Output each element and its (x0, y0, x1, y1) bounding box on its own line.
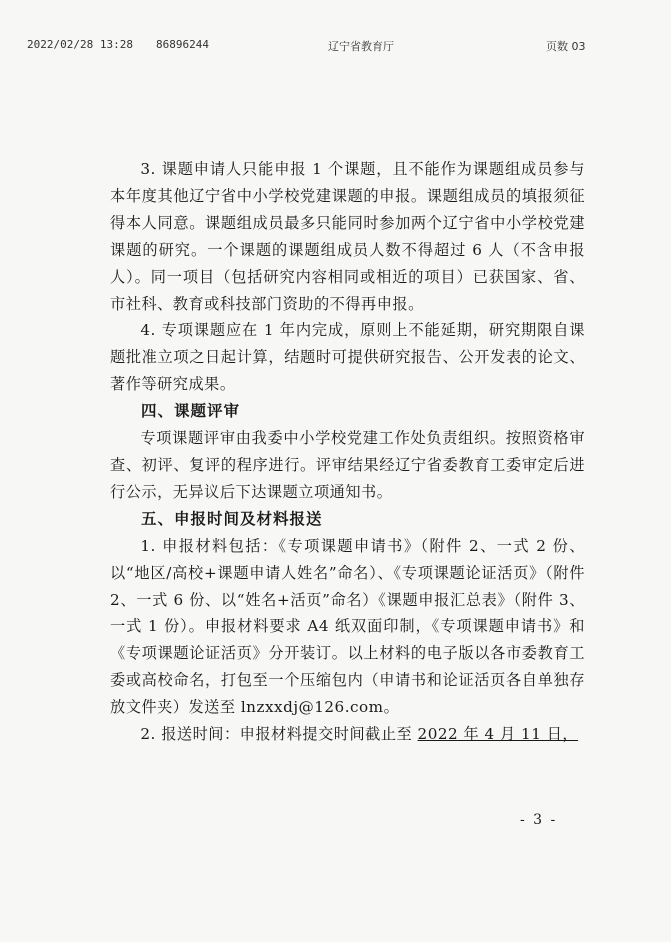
deadline-prefix: 2. 报送时间：申报材料提交时间截止至 (140, 725, 418, 744)
deadline-date: 2022 年 4 月 11 日， (417, 725, 579, 744)
fax-datetime: 2022/02/28 13:28 (27, 38, 133, 51)
section-heading-review: 四、课题评审 (141, 402, 241, 421)
paragraph-review: 专项课题评审由我委中小学校党建工作处负责组织。按照资格审查、初评、复评的程序进行。评审结果经辽宁省委教育工委审定后进行公示，无异议后下达课题立项通知书。 (110, 429, 585, 501)
page-number: - 3 - (520, 812, 558, 828)
paragraph-materials: 1. 申报材料包括：《专项课题申请书》（附件 2、一式 2 份、以“地区/高校+课题申请人姓名”命名）、《专项课题论证活页》（附件 2、一式 6 份、以“姓名+活页”命名）《课题申报汇总表》（附件 3、一式 1 份）。申报材料要求 A4 纸双面印制，《专项课题申请书》和《专项课题论证活页》分开装订。以上材料的电子版以各市委教育工委或高校命名，打包至一个压缩包内（申请书和论证活页各自单独存放文件夹）发送至 lnzxxdj@126.com。 (110, 536, 585, 717)
paragraph-deadline (110, 721, 585, 748)
document-body (110, 156, 585, 748)
fax-number: 86896244 (156, 38, 209, 51)
fax-sender: 辽宁省教育厅 (328, 40, 394, 53)
fax-header (0, 38, 671, 54)
paragraph-item-4: 4. 专项课题应在 1 年内完成，原则上不能延期，研究期限自课题批准立项之日起计算，结题时可提供研究报告、公开发表的论文、著作等研究成果。 (110, 321, 585, 394)
paragraph-item-3: 3. 课题申请人只能申报 1 个课题，且不能作为课题组成员参与本年度其他辽宁省中小学校党建课题的申报。课题组成员的填报须征得本人同意。课题组成员最多只能同时参加两个辽宁省中小学校党建课题的研究。一个课题的课题组成员人数不得超过 6 人（不含申报人）。同一项目（包括研究内容相同或相近的项目）已获国家、省、市社科、教育或科技部门资助的不得再申报。 (110, 160, 585, 313)
section-heading-submission: 五、申报时间及材料报送 (141, 509, 323, 528)
fax-page-count: 页数 03 (546, 40, 586, 53)
